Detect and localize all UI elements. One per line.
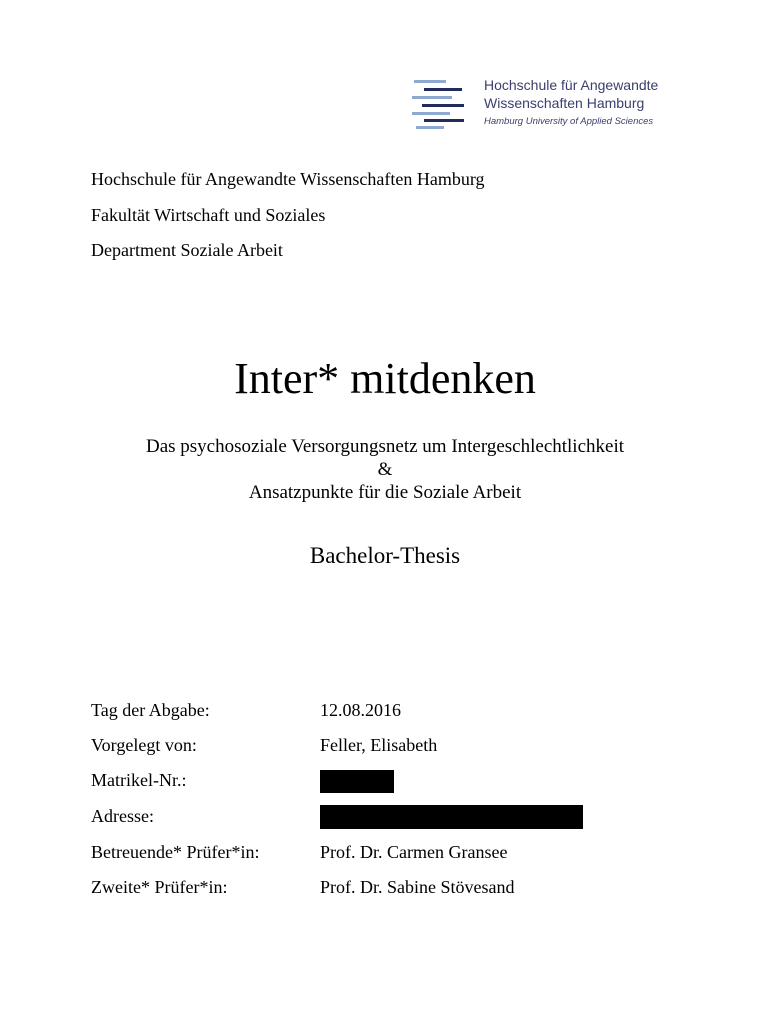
submission-date-value: 12.08.2016 xyxy=(320,700,401,720)
thesis-subtitle-ampersand: & xyxy=(377,459,393,480)
logo-lines-icon xyxy=(410,76,466,132)
address-redaction xyxy=(320,805,583,829)
first-examiner-value: Prof. Dr. Carmen Gransee xyxy=(320,842,508,862)
second-examiner-value: Prof. Dr. Sabine Stövesand xyxy=(320,877,515,897)
student-id-label: Matrikel-Nr.: xyxy=(91,770,187,790)
submission-date-label: Tag der Abgabe: xyxy=(91,700,210,720)
university-name: Hochschule für Angewandte Wissenschaften Hamburg xyxy=(91,169,485,189)
logo-text xyxy=(484,76,658,127)
faculty-name: Fakultät Wirtschaft und Soziales xyxy=(91,205,326,225)
first-examiner-label: Betreuende* Prüfer*in: xyxy=(91,842,260,862)
author-value: Feller, Elisabeth xyxy=(320,735,438,755)
logo-name-line1: Hochschule für Angewandte xyxy=(484,77,659,93)
thesis-subtitle-line1: Das psychosoziale Versorgungsnetz um Intergeschlechtlichkeit xyxy=(145,436,625,457)
thesis-title: Inter* mitdenken xyxy=(234,354,536,403)
address-label: Adresse: xyxy=(91,806,154,826)
thesis-subtitle-line3: Ansatzpunkte für die Soziale Arbeit xyxy=(248,482,522,503)
department-name: Department Soziale Arbeit xyxy=(91,240,283,260)
logo-name-line2: Wissenschaften Hamburg xyxy=(484,95,645,111)
second-examiner-label: Zweite* Prüfer*in: xyxy=(91,877,228,897)
author-label: Vorgelegt von: xyxy=(91,735,197,755)
logo-english-name: Hamburg University of Applied Sciences xyxy=(484,116,654,127)
thesis-type: Bachelor-Thesis xyxy=(309,543,461,568)
university-logo xyxy=(410,76,690,132)
student-id-redaction xyxy=(320,770,394,793)
